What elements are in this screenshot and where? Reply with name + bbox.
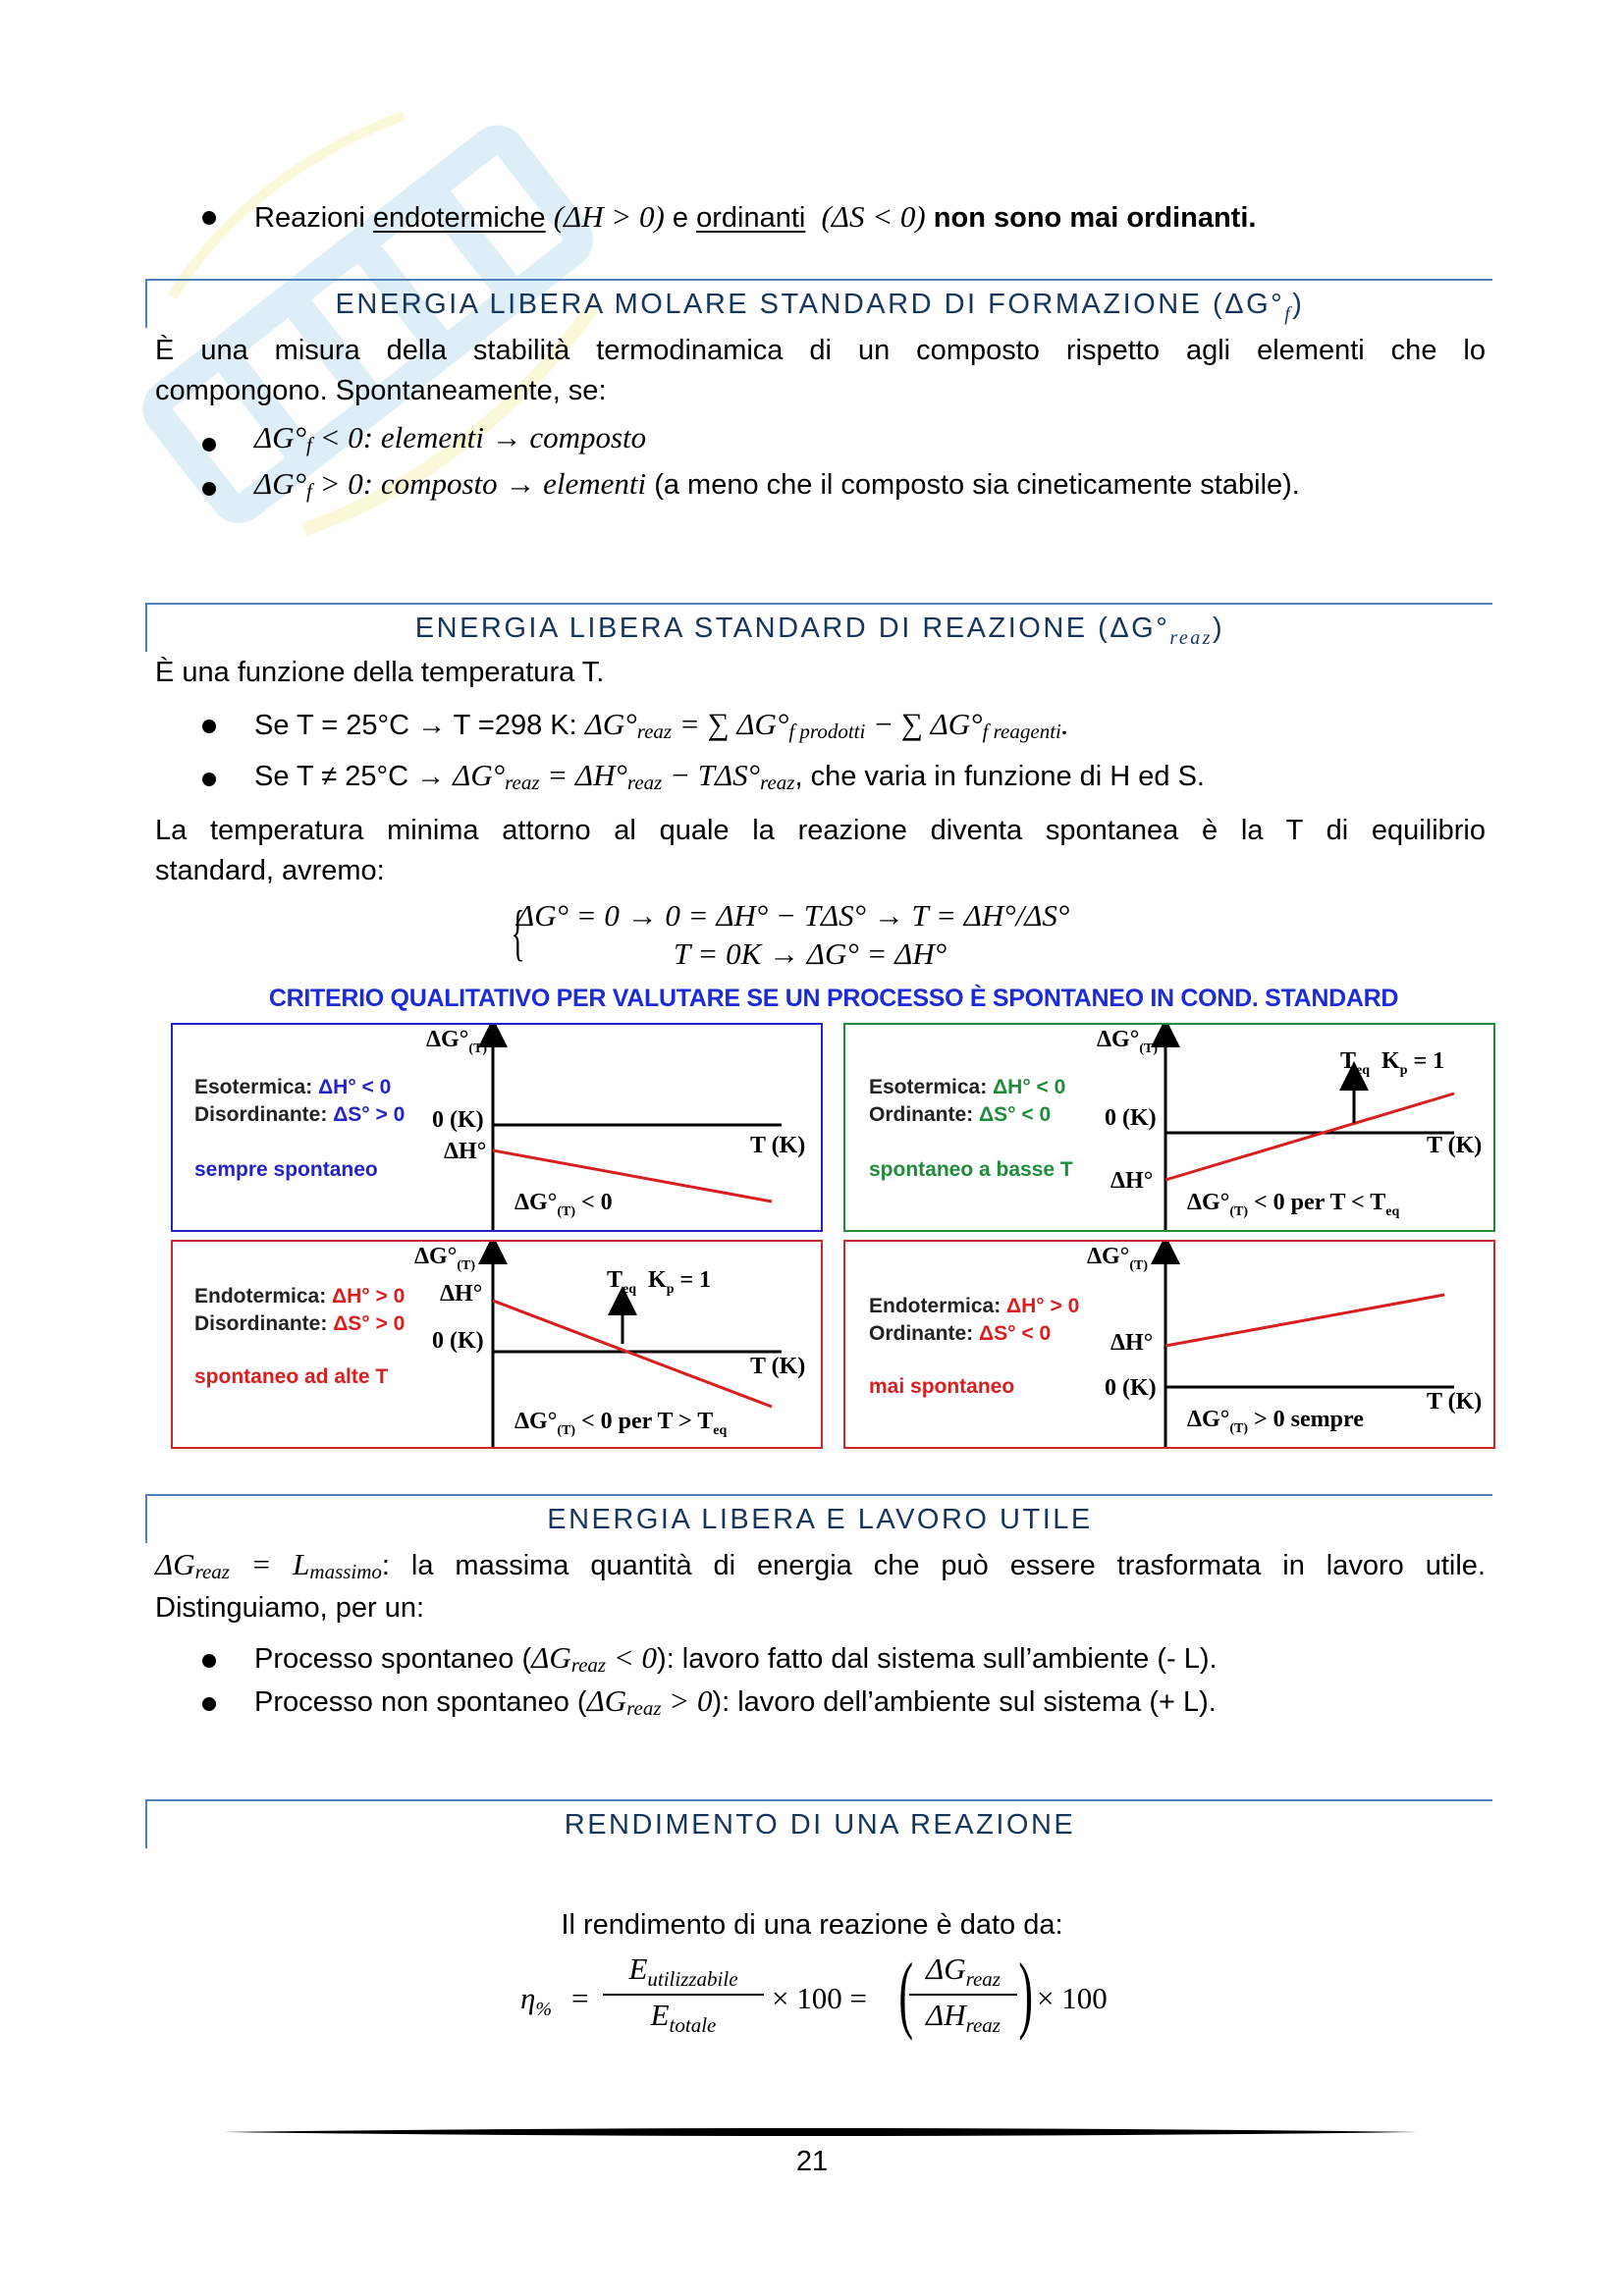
math: ΔG° [584, 707, 637, 741]
math: < 0 [606, 1640, 658, 1675]
footer-rule [224, 2126, 1418, 2138]
work-bullet-2 [254, 1682, 1217, 1723]
sub: totale [669, 2013, 717, 2038]
sub: (T) [1139, 1041, 1158, 1056]
dg-note [514, 1190, 613, 1220]
denominator [603, 1998, 764, 2038]
label-b: ΔH° < 0 [993, 1076, 1066, 1098]
panel-verdict: spontaneo ad alte T [194, 1365, 389, 1388]
text: ): lavoro fatto dal sistema sull’ambiente (- L). [657, 1643, 1218, 1675]
bullet-text: , che varia in funzione di H ed S. [794, 761, 1205, 792]
x-label: T (K) [1427, 1133, 1483, 1158]
math-sub: reaz [760, 771, 795, 795]
text: K [1381, 1048, 1400, 1074]
sub: eq [713, 1422, 728, 1438]
math-sub: reaz [194, 1560, 230, 1584]
paragraph-line: La temperatura minima attorno al quale la reazione diventa spontanea è la T di equilibrio [155, 815, 1486, 846]
paragraph-line: Il rendimento di una reazione è dato da: [561, 1909, 1063, 1941]
y-label [426, 1027, 487, 1057]
sub: eq [1385, 1203, 1400, 1219]
math: = ∑ ΔG° [672, 707, 789, 741]
math-sub: f [305, 479, 312, 504]
text: E [628, 1951, 648, 1986]
intro-ds: (ΔS < 0) [821, 199, 926, 234]
intro-post: non sono mai ordinanti. [933, 202, 1257, 234]
sub: p [1399, 1062, 1408, 1078]
label-b: ΔH° < 0 [318, 1076, 392, 1098]
math-sub: f prodotti [788, 720, 866, 744]
sub: (T) [1129, 1257, 1148, 1273]
eta [520, 1981, 552, 2021]
sub: eq [623, 1281, 637, 1297]
math: > 0: composto → elementi [311, 466, 647, 501]
math-sub: reaz [570, 1653, 607, 1678]
teq-label [607, 1267, 711, 1298]
sub: p [666, 1281, 675, 1297]
math: ΔG [155, 1547, 195, 1581]
fraction-2 [909, 1951, 1017, 2038]
text: ): lavoro dell’ambiente sul sistema (+ L). [712, 1686, 1217, 1718]
label-a: Esotermica: [194, 1076, 319, 1098]
panel-axes [845, 1242, 1493, 1447]
title-sub: reaz [1169, 626, 1214, 649]
reaction-bullet-1 [254, 705, 1069, 746]
sub: (T) [557, 1203, 575, 1219]
bullet-text: Se T ≠ 25°C → [254, 761, 454, 792]
dg-note [1187, 1190, 1399, 1220]
sub: (T) [1229, 1203, 1248, 1219]
text: ΔG° [1187, 1190, 1230, 1215]
bullet-dot [202, 720, 216, 733]
paragraph-line: standard, avremo: [155, 855, 385, 886]
math: = ΔH° [539, 758, 627, 792]
bullet-text: Se T = 25°C → T =298 K: [254, 710, 585, 741]
paren-right: ) [1018, 1947, 1033, 2042]
panel-verdict: spontaneo a basse T [869, 1158, 1073, 1181]
label-a: Endotermica: [194, 1285, 333, 1308]
title-end: ) [1292, 289, 1305, 320]
dh-label: ΔH° [1110, 1168, 1154, 1194]
math: > 0 [661, 1683, 713, 1718]
label-b: ΔS° < 0 [979, 1322, 1052, 1345]
paren-left: ( [898, 1947, 913, 2042]
bullet-dot [202, 773, 216, 786]
math-sub: reaz [626, 771, 663, 795]
label-a: Disordinante: [194, 1103, 334, 1126]
title-end: ) [1213, 613, 1225, 644]
paragraph-line: Distinguiamo, per un: [155, 1592, 425, 1624]
label-a: Ordinante: [869, 1103, 980, 1126]
section-header-reazione [145, 603, 1492, 652]
dg-line [1165, 1094, 1454, 1180]
panel-verdict: mai spontaneo [869, 1375, 1015, 1398]
label-b: ΔS° > 0 [333, 1312, 406, 1335]
text: ΔG° [514, 1409, 558, 1434]
paragraph-line: compongono. Spontaneamente, se: [155, 375, 607, 406]
formation-bullet-2 [254, 464, 1300, 506]
label-b: ΔS° > 0 [333, 1103, 406, 1126]
bullet-dot [202, 438, 216, 452]
title-text: ENERGIA LIBERA STANDARD DI REAZIONE (ΔG° [414, 613, 1170, 644]
page-number: 21 [795, 2146, 829, 2177]
text: < 0 per T < T [1247, 1190, 1386, 1215]
sub: % [535, 1999, 553, 2021]
title-sub: f [1284, 302, 1293, 325]
text: T [607, 1267, 623, 1293]
sub: eq [1356, 1062, 1371, 1078]
panel-axes [173, 1025, 821, 1230]
label-b: ΔH° > 0 [332, 1285, 406, 1308]
label-a: Ordinante: [869, 1322, 980, 1345]
times-1: × 100 = [772, 1981, 867, 2015]
y-label [414, 1244, 475, 1274]
text: Processo non spontaneo ( [254, 1686, 587, 1718]
bullet-dot [202, 482, 216, 496]
zero-label: 0 (K) [1105, 1375, 1157, 1401]
bullet-dot [202, 1697, 216, 1711]
intro-endotermiche: endotermiche [372, 202, 546, 234]
x-label: T (K) [750, 1133, 806, 1158]
text: > 0 sempre [1247, 1407, 1364, 1432]
reaction-bullet-2 [254, 756, 1205, 797]
sub: (T) [468, 1041, 487, 1056]
sub: reaz [965, 2013, 1001, 2038]
math: ΔG [531, 1640, 571, 1675]
times-2: × 100 [1037, 1981, 1108, 2015]
dg-line [1165, 1295, 1444, 1346]
math: . [1060, 707, 1069, 741]
math-sub: massimo [309, 1560, 382, 1584]
teq-label [1340, 1048, 1444, 1079]
paragraph-line: È una funzione della temperatura T. [155, 657, 605, 688]
text: ΔH [926, 1998, 966, 2033]
section-header-formazione [145, 279, 1492, 328]
bullet-text: (a meno che il composto sia cineticamente stabile). [646, 469, 1300, 501]
denominator [909, 1998, 1017, 2038]
math: = L [229, 1547, 310, 1581]
equals: = [571, 1981, 589, 2015]
text: = 1 [1407, 1048, 1445, 1074]
title-text: ENERGIA LIBERA MOLARE STANDARD DI FORMAZIONE (ΔG° [335, 289, 1285, 320]
intro-ordinanti: ordinanti [696, 202, 806, 234]
x-label: T (K) [1427, 1389, 1483, 1415]
label-a: Esotermica: [869, 1076, 994, 1098]
zero-label: 0 (K) [432, 1328, 484, 1354]
intro-e: e [664, 202, 697, 234]
text: T [1340, 1048, 1357, 1074]
section-header-lavoro [145, 1494, 1492, 1543]
criterion-panel-4 [843, 1240, 1495, 1449]
text: : la massima quantità di energia che può essere trasformata in lavoro utile. [381, 1550, 1486, 1581]
sub: (T) [557, 1422, 575, 1438]
dg-note [1187, 1407, 1364, 1437]
efficiency-formula [520, 1947, 1129, 2050]
text: < 0 [574, 1190, 613, 1215]
math: ΔG° [254, 420, 306, 454]
numerator [909, 1951, 1017, 1992]
section-header-rendimento [145, 1799, 1492, 1848]
section-title [147, 289, 1492, 326]
work-bullet-1 [254, 1638, 1218, 1680]
text: K [648, 1267, 667, 1293]
label-a: Endotermica: [869, 1295, 1007, 1317]
equation-2: T = 0K → ΔG° = ΔH° [674, 936, 947, 971]
label-b: ΔS° < 0 [979, 1103, 1052, 1126]
equilibrium-brace: { [511, 897, 525, 967]
fraction-1 [603, 1951, 764, 2038]
criterion-panel-3 [171, 1240, 823, 1449]
zero-label: 0 (K) [1105, 1105, 1157, 1131]
intro-dh: (ΔH > 0) [553, 199, 665, 234]
label-b: ΔH° > 0 [1006, 1295, 1080, 1317]
sub: utilizzabile [647, 1967, 738, 1992]
y-label [1097, 1027, 1158, 1057]
paragraph-line: È una misura della stabilità termodinamica di un composto rispetto agli elementi che lo [155, 335, 1486, 366]
math: ΔG° [453, 758, 506, 792]
work-paragraph-line-1 [155, 1545, 1486, 1586]
math: − ∑ ΔG° [865, 707, 983, 741]
text: E [650, 1998, 670, 2033]
math-sub: reaz [505, 771, 540, 795]
dh-label: ΔH° [1110, 1330, 1154, 1356]
criterion-panel-1 [171, 1023, 823, 1232]
text: ΔG° [426, 1027, 469, 1052]
math-sub: f [305, 433, 312, 457]
dh-label: ΔH° [440, 1281, 483, 1307]
math: ΔG [586, 1683, 627, 1718]
text: ΔG° [1187, 1407, 1230, 1432]
intro-line [254, 196, 1256, 239]
sub: (T) [1229, 1420, 1248, 1436]
section-title [147, 613, 1492, 650]
bullet-dot [202, 1654, 216, 1668]
intro-pre: Reazioni [254, 202, 373, 234]
math: < 0: elementi → composto [311, 420, 647, 454]
text: ΔG° [514, 1190, 558, 1215]
text: ΔG [926, 1951, 966, 1986]
criterion-panel-2 [843, 1023, 1495, 1232]
math-sub: reaz [626, 1696, 662, 1721]
y-label [1087, 1244, 1148, 1274]
equation-1: ΔG° = 0 → 0 = ΔH° − TΔS° → T = ΔH°/ΔS° [516, 898, 1070, 933]
bullet-dot [202, 211, 216, 225]
text: ΔG° [414, 1244, 458, 1269]
formation-bullet-1 [254, 420, 646, 457]
math-sub: reaz [636, 720, 673, 744]
dh-label: ΔH° [444, 1139, 487, 1164]
math: − TΔS° [662, 758, 761, 792]
section-title: ENERGIA LIBERA E LAVORO UTILE [547, 1504, 1093, 1535]
panel-verdict: sempre spontaneo [194, 1158, 378, 1181]
fraction-bar [909, 1994, 1017, 1996]
zero-label: 0 (K) [432, 1107, 484, 1133]
text: Processo spontaneo ( [254, 1643, 532, 1675]
dg-note [514, 1409, 727, 1439]
fraction-bar [603, 1994, 764, 1996]
text: ΔG° [1097, 1027, 1140, 1052]
math: ΔG° [254, 466, 306, 501]
text: < 0 per T > T [574, 1409, 714, 1434]
math-sub: f reagenti [982, 720, 1061, 744]
text: = 1 [674, 1267, 712, 1293]
label-a: Disordinante: [194, 1312, 334, 1335]
text: ΔG° [1087, 1244, 1130, 1269]
figure-title: CRITERIO QUALITATIVO PER VALUTARE SE UN PROCESSO È SPONTANEO IN COND. STANDARD [268, 985, 1399, 1012]
sub: reaz [965, 1967, 1001, 1992]
dg-line [493, 1301, 772, 1407]
text: η [520, 1981, 536, 2015]
section-title: RENDIMENTO DI UNA REAZIONE [564, 1809, 1076, 1841]
sub: (T) [457, 1257, 475, 1273]
numerator [603, 1951, 764, 1992]
x-label: T (K) [750, 1354, 806, 1379]
